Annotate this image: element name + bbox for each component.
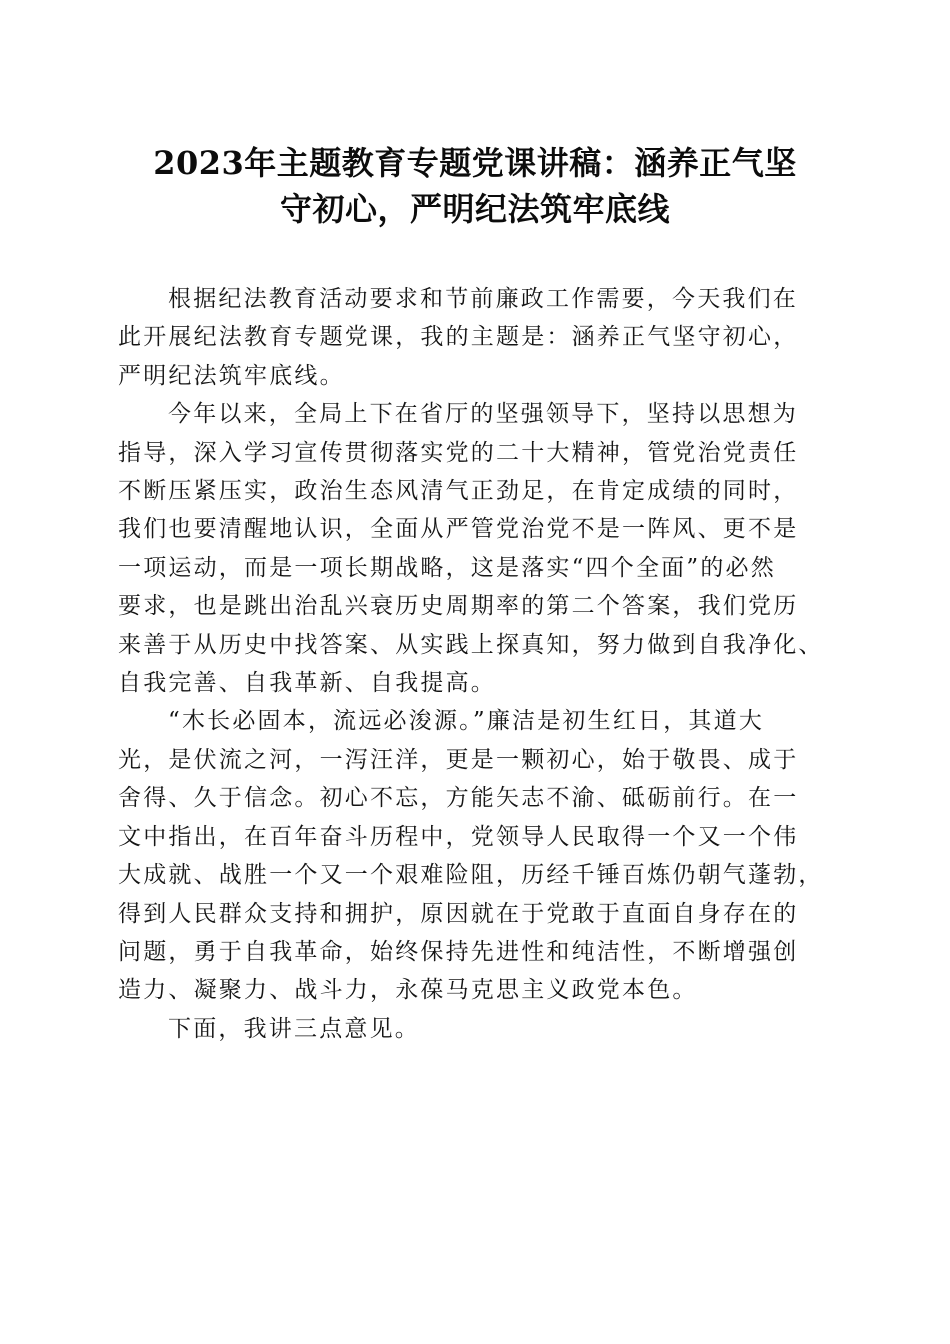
paragraph-line: 严明纪法筑牢底线。 (118, 362, 345, 389)
paragraph-line: 下面，我讲三点意见。 (168, 1015, 420, 1042)
paragraph-line: 大成就、战胜一个又一个艰难险阻，历经千锤百炼仍朝气蓬勃， (118, 862, 824, 889)
paragraph-line: 一项运动，而是一项长期战略，这是落实“四个全面”的必然 (118, 554, 776, 581)
paragraph-line: 问题，勇于自我革命，始终保持先进性和纯洁性，不断增强创 (118, 938, 799, 965)
paragraph-line: 指导，深入学习宣传贯彻落实党的二十大精神，管党治党责任 (118, 439, 799, 466)
paragraph-line: 自我完善、自我革新、自我提高。 (118, 670, 496, 697)
title-line-2: 守初心，严明纪法筑牢底线 (279, 190, 670, 228)
paragraph-line: 不断压紧压实，政治生态风清气正劲足，在肯定成绩的同时， (118, 478, 799, 505)
paragraph-line: 造力、凝聚力、战斗力，永葆马克思主义政党本色。 (118, 977, 698, 1004)
paragraph-line: 根据纪法教育活动要求和节前廉政工作需要，今天我们在 (168, 286, 798, 312)
paragraph-line: 来善于从历史中找答案、从实践上探真知，努力做到自我净化、 (118, 631, 824, 658)
paragraph-line: “木长必固本，流远必浚源。”廉洁是初生红日，其道大 (168, 708, 765, 735)
paragraph-line: 今年以来，全局上下在省厅的坚强领导下，坚持以思想为 (168, 401, 798, 428)
paragraph-line: 我们也要清醒地认识，全面从严管党治党不是一阵风、更不是 (118, 516, 799, 543)
paragraph-line: 舍得、久于信念。初心不忘，方能矢志不渝、砥砺前行。在一 (118, 785, 799, 812)
paragraph-line: 文中指出，在百年奋斗历程中，党领导人民取得一个又一个伟 (118, 823, 799, 850)
paragraph-3 (118, 702, 833, 1009)
document-title (100, 140, 850, 232)
paragraph-line: 要求，也是跳出治乱兴衰历史周期率的第二个答案，我们党历 (118, 593, 799, 620)
paragraph-2 (118, 395, 833, 702)
document-body (118, 280, 833, 1048)
paragraph-4 (118, 1010, 833, 1048)
paragraph-line: 得到人民群众支持和拥护，原因就在于党敢于直面自身存在的 (118, 900, 799, 927)
paragraph-line: 此开展纪法教育专题党课，我的主题是：涵养正气坚守初心， (118, 324, 799, 351)
paragraph-1 (118, 280, 833, 395)
title-line-1: 2023年主题教育专题党课讲稿：涵养正气坚 (153, 144, 797, 182)
paragraph-line: 光，是伏流之河，一泻汪洋，更是一颗初心，始于敬畏、成于 (118, 746, 799, 773)
